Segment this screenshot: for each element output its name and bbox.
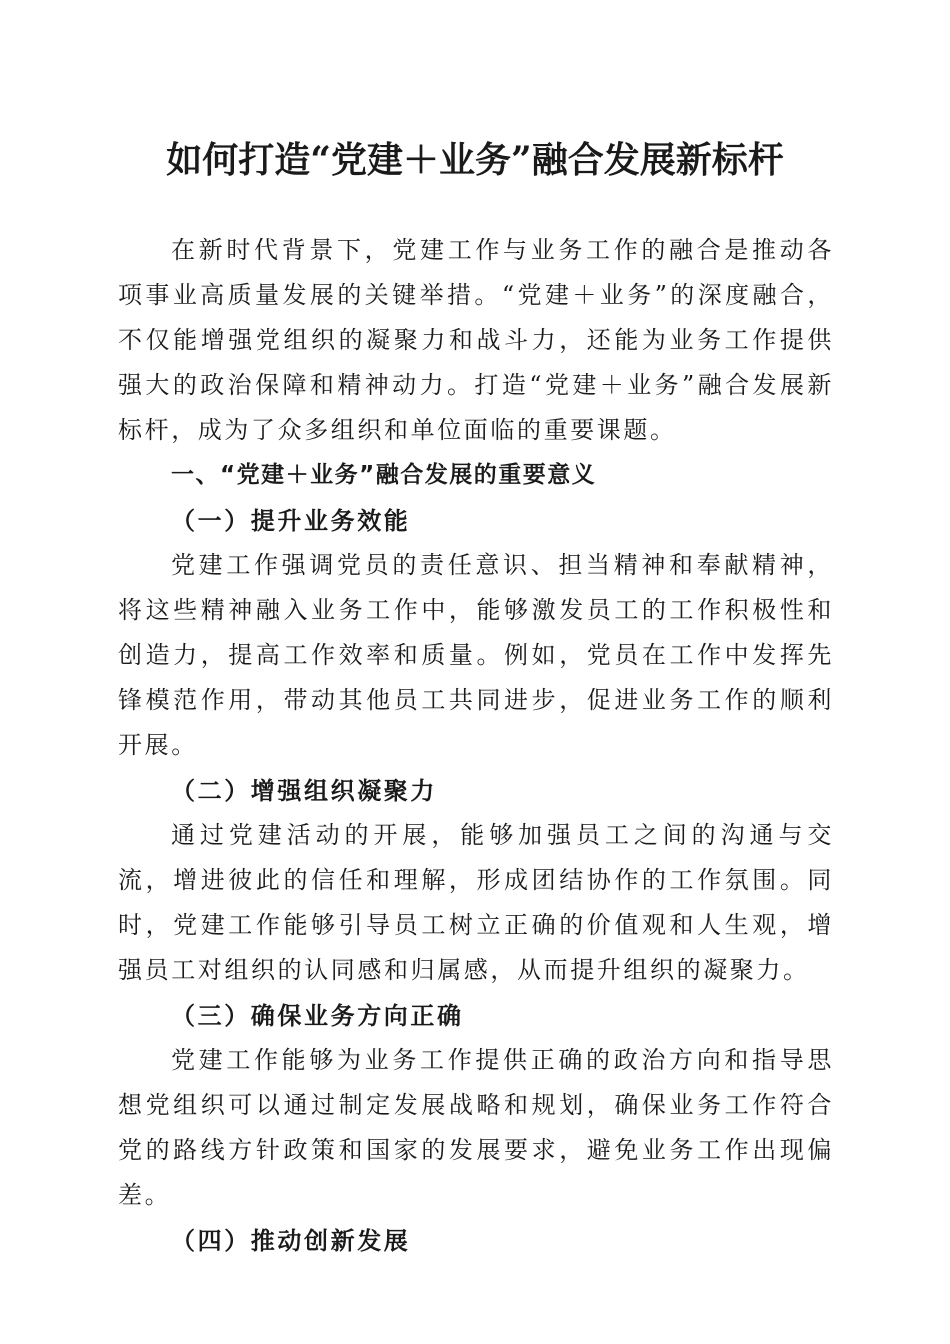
subsection-paragraph: 通过党建活动的开展，能够加强员工之间的沟通与交流，增进彼此的信任和理解，形成团结协作的工作氛围。同时，党建工作能够引导员工树立正确的价值观和人生观，增强员工对组织的认同感和归属感，从而提升组织的凝聚力。 — [118, 821, 834, 984]
subsection-paragraph: 党建工作强调党员的责任意识、担当精神和奉献精神，将这些精神融入业务工作中，能够激发员工的工作积极性和创造力，提高工作效率和质量。例如，党员在工作中发挥先锋模范作用，带动其他员工共同进步，促进业务工作的顺利开展。 — [118, 551, 834, 759]
section-heading: 一、“党建＋业务”融合发展的重要意义 — [171, 462, 597, 488]
intro-paragraph: 在新时代背景下，党建工作与业务工作的融合是推动各项事业高质量发展的关键举措。“党建＋业务”的深度融合，不仅能增强党组织的凝聚力和战斗力，还能为业务工作提供强大的政治保障和精神动力。打造“党建＋业务”融合发展新标杆，成为了众多组织和单位面临的重要课题。 — [118, 236, 834, 444]
subsection-heading: （三）确保业务方向正确 — [171, 1001, 464, 1030]
subsection-heading: （二）增强组织凝聚力 — [171, 776, 437, 805]
document-title: 如何打造“党建＋业务”融合发展新标杆 — [166, 139, 784, 181]
subsection-heading: （四）推动创新发展 — [171, 1226, 411, 1255]
subsection-heading: （一）提升业务效能 — [171, 506, 411, 535]
document-body — [118, 228, 834, 1263]
subsection-paragraph: 党建工作能够为业务工作提供正确的政治方向和指导思想党组织可以通过制定发展战略和规划，确保业务工作符合党的路线方针政策和国家的发展要求，避免业务工作出现偏差。 — [118, 1046, 834, 1209]
